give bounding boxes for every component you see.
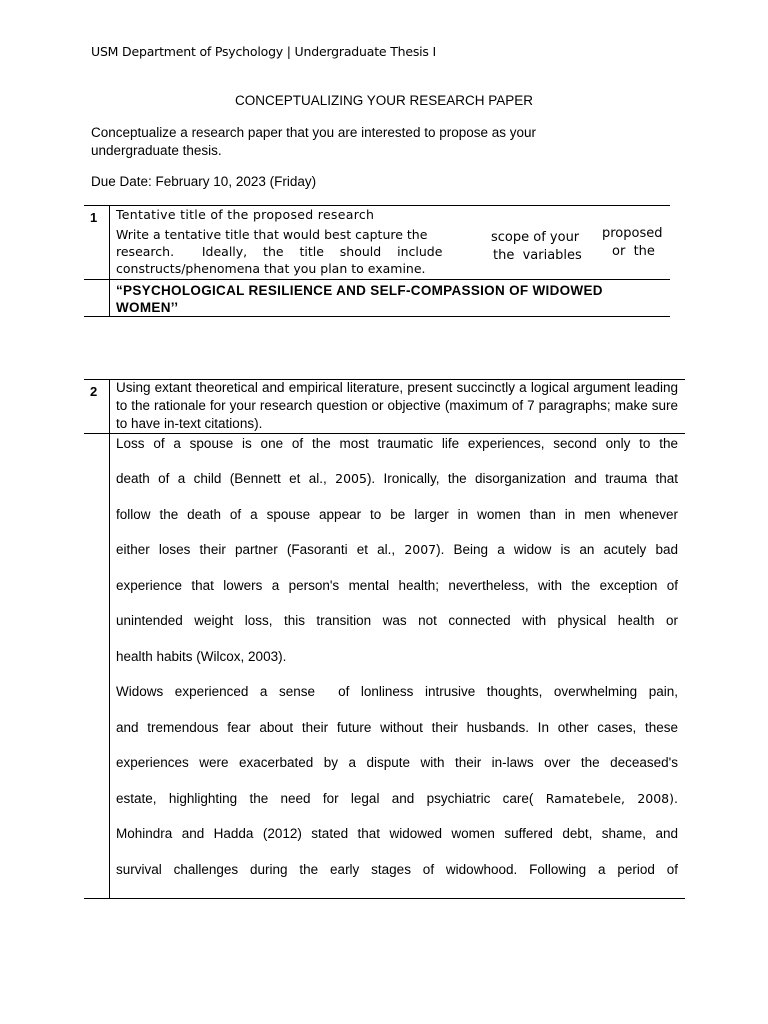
item2-number: 2 bbox=[90, 384, 98, 399]
body-line-7: health habits (Wilcox, 2003). bbox=[116, 649, 287, 664]
body-line-2: death of a child (Bennett et al., 2005). Ironically, the disorganization and trauma that bbox=[116, 471, 678, 486]
item2-prompt: Using extant theoretical and empirical literature, present succinctly a logical argument leading to the rationale for your research question or objective (maximum of 7 paragraphs; make sure to have in-text citations). bbox=[116, 380, 678, 431]
item1-instruction-right2: the variables bbox=[493, 248, 582, 263]
document-title: CONCEPTUALIZING YOUR RESEARCH PAPER bbox=[234, 93, 534, 108]
item1-number: 1 bbox=[90, 210, 98, 225]
table2-middle-border bbox=[84, 433, 685, 434]
table2-bottom-border bbox=[84, 898, 685, 899]
item1-instruction-right1: scope of your bbox=[491, 230, 580, 245]
body-line-10: experiences were exacerbated by a dispute with their in-laws over the deceased's bbox=[116, 755, 678, 770]
page-header: USM Department of Psychology | Undergraduate Thesis I bbox=[91, 44, 436, 59]
body-line-3: follow the death of a spouse appear to be larger in women than in men whenever bbox=[116, 507, 678, 522]
table2-column-divider bbox=[109, 379, 110, 898]
body-line-9: and tremendous fear about their future without their husbands. In other cases, these bbox=[116, 720, 678, 735]
table1-column-divider bbox=[109, 205, 110, 316]
table1-bottom-border bbox=[84, 316, 670, 317]
body-line-6: unintended weight loss, this transition was not connected with physical health or bbox=[116, 613, 678, 628]
item1-instruction-line2: research. Ideally, the title should include bbox=[116, 244, 443, 259]
body-line-12: Mohindra and Hadda (2012) stated that widowed women suffered debt, shame, and bbox=[116, 826, 678, 841]
body-line-5: experience that lowers a person's mental health; nevertheless, with the exception of bbox=[116, 578, 678, 593]
table1-top-border bbox=[84, 205, 670, 206]
body-line-1: Loss of a spouse is one of the most traumatic life experiences, second only to the bbox=[116, 436, 678, 451]
item1-answer-title: “PSYCHOLOGICAL RESILIENCE AND SELF-COMPASSION OF WIDOWED WOMEN’’ bbox=[116, 283, 603, 315]
intro-paragraph: Conceptualize a research paper that you are interested to propose as your undergraduate thesis. bbox=[91, 125, 537, 158]
body-line-13: survival challenges during the early stages of widowhood. Following a period of bbox=[116, 862, 678, 877]
body-line-11: estate, highlighting the need for legal and psychiatric care( Ramatebele, 2008). bbox=[116, 791, 678, 806]
item1-instruction-line1: Write a tentative title that would best capture the bbox=[116, 227, 428, 242]
table1-middle-border bbox=[84, 279, 670, 280]
item1-instruction-right4: or the bbox=[612, 244, 655, 259]
body-line-4: either loses their partner (Fasoranti et al., 2007). Being a widow is an acutely bad bbox=[116, 542, 678, 557]
body-line-8: Widows experienced a sense of lonliness intrusive thoughts, overwhelming pain, bbox=[116, 684, 678, 699]
item1-instruction-line3: constructs/phenomena that you plan to examine. bbox=[116, 261, 426, 276]
item1-instruction-right3: proposed bbox=[602, 226, 663, 241]
due-date: Due Date: February 10, 2023 (Friday) bbox=[91, 174, 317, 189]
item1-heading: Tentative title of the proposed research bbox=[116, 207, 375, 222]
